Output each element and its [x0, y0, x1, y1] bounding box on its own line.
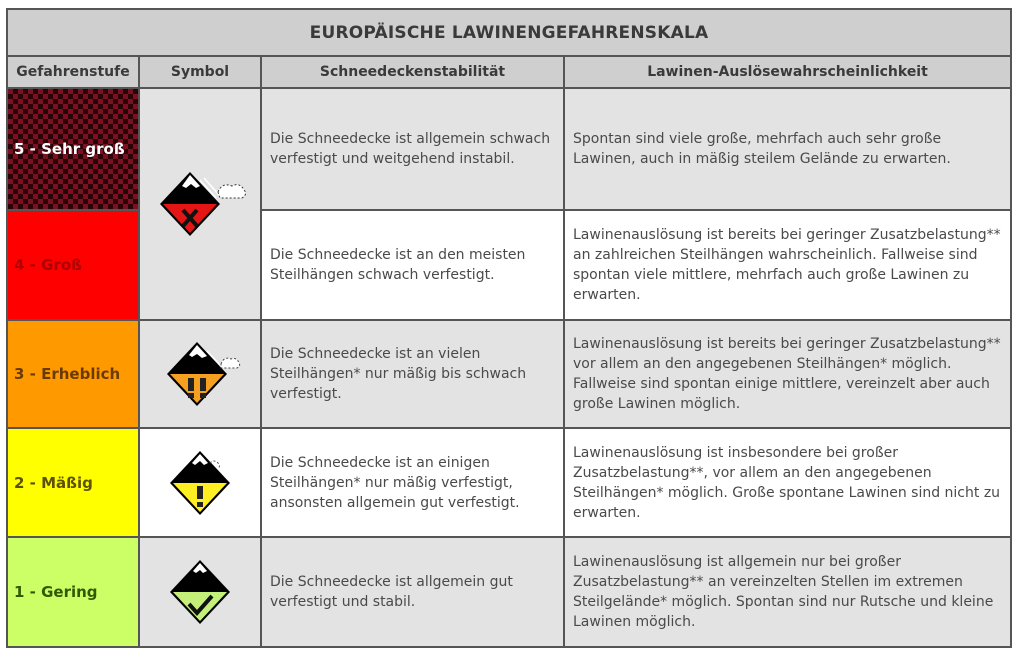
probability-level-3: Lawinenauslösung ist bereits bei geringer Zusatzbelastung** vor allem an den angegebenen Steilhängen* möglich. Fallweise sind spontan einige mittlere, vereinzelt aber auch große Lawinen möglich. — [564, 320, 1011, 428]
level-3-label: 3 - Erheblich — [7, 320, 139, 428]
danger-level-2-exclamation-icon — [165, 472, 235, 491]
table-row-level-5 — [7, 88, 1011, 210]
header-probability: Lawinen-Auslösewahrscheinlichkeit — [564, 56, 1011, 88]
stability-level-5: Die Schneedecke ist allgemein schwach verfestigt und weitgehend instabil. — [261, 88, 564, 210]
probability-level-1: Lawinenauslösung ist allgemein nur bei großer Zusatzbelastung** an vereinzelten Stellen im extremen Steilgelände* möglich. Spontan sind nur Rutsche und kleine Lawinen möglich. — [564, 537, 1011, 647]
symbol-cell-level-1 — [139, 537, 261, 647]
level-1-label: 1 - Gering — [7, 537, 139, 647]
level-2-label: 2 - Mäßig — [7, 428, 139, 537]
probability-level-5: Spontan sind viele große, mehrfach auch sehr große Lawinen, auch in mäßig steilem Gelände zu erwarten. — [564, 88, 1011, 210]
header-stability: Schneedeckenstabilität — [261, 56, 564, 88]
danger-level-1-checkmark-icon — [165, 582, 235, 601]
symbol-cell-level-2 — [139, 428, 261, 537]
stability-level-3: Die Schneedecke ist an vielen Steilhängen* nur mäßig bis schwach verfestigt. — [261, 320, 564, 428]
header-level: Gefahrenstufe — [7, 56, 139, 88]
table-row-level-2 — [7, 428, 1011, 537]
probability-level-4: Lawinenauslösung ist bereits bei geringer Zusatzbelastung** an zahlreichen Steilhängen wahrscheinlich. Fallweise sind spontan viele mittlere, mehrfach auch große Lawinen zu erwarten. — [564, 210, 1011, 320]
symbol-cell-level-4-5 — [139, 88, 261, 320]
level-5-label: 5 - Sehr groß — [7, 88, 139, 210]
symbol-cell-level-3 — [139, 320, 261, 428]
danger-level-4-5-x-icon — [154, 194, 246, 213]
header-row — [7, 56, 1011, 88]
avalanche-danger-scale-table — [6, 8, 1012, 648]
level-4-label: 4 - Groß — [7, 210, 139, 320]
table-row-level-3 — [7, 320, 1011, 428]
stability-level-2: Die Schneedecke ist an einigen Steilhängen* nur mäßig verfestigt, ansonsten allgemein gut verfestigt. — [261, 428, 564, 537]
table-title: EUROPÄISCHE LAWINENGEFAHRENSKALA — [7, 9, 1011, 56]
probability-level-2: Lawinenauslösung ist insbesondere bei großer Zusatzbelastung**, vor allem an den angegebenen Steilhängen* möglich. Große spontane Lawinen sind nicht zu erwarten. — [564, 428, 1011, 537]
table-row-level-1 — [7, 537, 1011, 647]
stability-level-1: Die Schneedecke ist allgemein gut verfestigt und stabil. — [261, 537, 564, 647]
danger-level-3-double-exclamation-icon — [157, 364, 243, 383]
stability-level-4: Die Schneedecke ist an den meisten Steilhängen schwach verfestigt. — [261, 210, 564, 320]
header-symbol: Symbol — [139, 56, 261, 88]
